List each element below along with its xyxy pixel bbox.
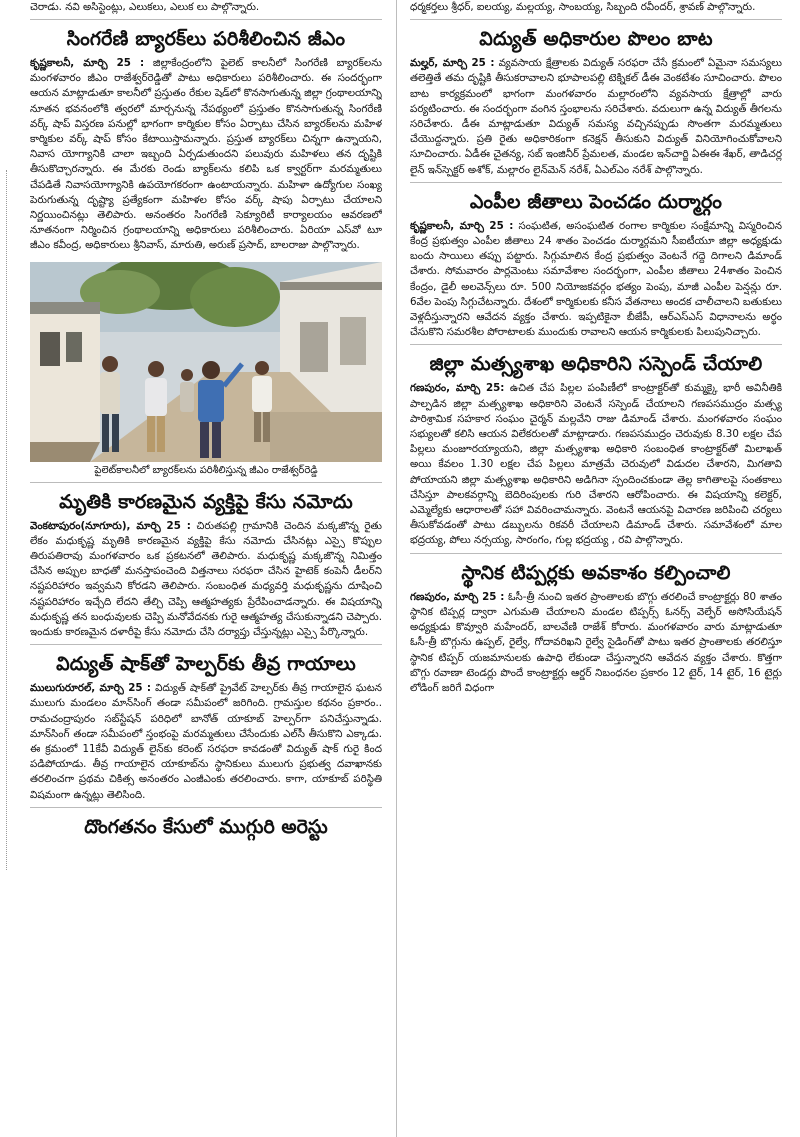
article-body [410, 381, 782, 548]
article-electricity-officials [410, 26, 782, 178]
article-text: వ్యవసాయ క్షేత్రాలకు విద్యుత్ సరఫరా చేసే క్రమంలో ఏమైనా సమస్యలు తలెత్తితే తమ దృష్టికి తీసుకరావాలని భూపాలపల్లి టెక్నికల్ డీఈ వెంకటేశం సూచించారు. పొలం బాట కార్యక్రమంలో భాగంగా మంగళవారం మల్లారంలోని వ్యవసాయ క్షేత్రాల్లో వారు పర్యటించారు. ఈ సందర్భంగా వంగిన స్తంభాలను సరిచేశారు. వదులుగా ఉన్న విద్యుత్ తీగలను సరిచేశారు. డీఈ మాట్లాడుతూ విద్యుత్ సమస్య వచ్చినప్పుడు సొంతగా మరమ్మతులు చేయొద్దన్నారు. ప్రతి రైతు అధికారికంగా కనెక్షన్ తీసుకుని విద్యుత్ వినియోగించుకోవాలని సూచించారు. ఏడీఈ చైతన్య, సబ్ ఇంజినీర్ ప్రేమలత, మండల ఇన్‌చార్జి ఏఈఈ శేఖర్, తాడిచర్ల లైన్ ఇన్‌స్పెక్టర్ అశోక్, మల్లారం లైన్‌మెన్ నరేశ్, ఏఎల్ఎం నరేశ్ పాల్గొన్నారు. [410, 57, 782, 176]
article-body [410, 219, 782, 341]
article-text: ఉచిత చేప పిల్లల పంపిణీలో కాంట్రాక్టర్‌తో కుమ్మక్కై భారీ అవినీతికి పాల్పడిన జిల్లా మత్స్యశాఖ అధికారిని వెంటనే సస్పెండ్ చేయాలని గణపసముద్రం మత్స్య పారిశ్రామిక సహకార సంఘం చైర్మన్ మల్లవేని రాజు డిమాండ్ చేశారు. మంగళవారం సంఘం సభ్యులతో కలిసి ఆయన విలేకరులతో మాట్లాడారు. గణపసముద్రం చెరువుకు 8.30 లక్షల చేప పిల్లలు మంజూరయ్యాయని, జిల్లా మత్స్యశాఖ అధికారి సంబంధిత కాంట్రాక్టర్‌తో మిలాఖత్ అయి కేవలం 1.30 లక్షల చేప పిల్లలు మాత్రమే చెరువులో విడుదల చేశారని, మిగతావి పోయాయని జిల్లా మత్స్యశాఖ అధికారిని అడిగినా స్పందించకుండా తెల్ల కాగితాలపై సంతకాలు చేసిస్తూ పాలకవర్గాన్ని బెదిరింపులకు గురి చేశారని ఆరోపించారు. ఈ విషయాన్ని కలెక్టర్, ఎమ్మెల్యేకు ఆధారాలతో సహా వివరించామన్నారు. వెంటనే ఆయనపై విచారణ జరిపించి చర్యలు తీసుకోవడంతో పాటు డబ్బులను రికవరీ చేయాలని డిమాండ్ చేశారు. సమావేశంలో మాల భద్రయ్య, పోలు నర్సయ్య, సారంగం, గుల్ల భద్రయ్య , రవి పాల్గొన్నారు. [410, 382, 782, 547]
headline: ఎంపీల జీతాలు పెంచడం దుర్మార్గం [469, 190, 723, 213]
headline: విద్యుత్ అధికారుల పొలం బాట [479, 28, 713, 51]
continued-text-top: ధర్మకర్తలు శ్రీధర్, ఐలయ్య, మల్లయ్య, సాంబయ్య, సిబ్బంది రవీందర్, శ్రావణ్ పాల్గొన్నారు. [410, 1, 756, 13]
article-case-registered [30, 489, 382, 641]
article-body [30, 681, 382, 803]
dateline: గణపురం, మార్చి 25 : [410, 590, 505, 603]
article-body [410, 590, 782, 696]
photo-caption: పైలెట్‌కాలనీలో బ్యారక్‌లను పరిశీలిస్తున్న జీఎం రాజేశ్వర్‌రెడ్డి [94, 464, 318, 476]
divider [410, 182, 782, 183]
divider [30, 807, 382, 808]
article-electric-shock [30, 651, 382, 803]
headline: స్థానిక టిప్పర్లకు అవకాశం కల్పించాలి [461, 561, 731, 584]
divider [30, 19, 382, 20]
article-text: సంఘటిత, అసంఘటిత రంగాల కార్మికుల సంక్షేమాన్ని విస్మరించిన కేంద్ర ప్రభుత్వం ఎంపీల జీతాలు 24 శాతం పెంచడం దుర్మార్గమని సీఐటీయూ జిల్లా అధ్యక్షుడు బందు సాయిలు తప్పు పట్టారు. సిగ్గుమాలిన కేంద్ర ప్రభుత్వం వెంటనే గద్దె దిగాలని డిమాండ్ చేశారు. సోమవారం పార్లమెంటు సమావేశాల సందర్భంగా, ఎంపీల జీతాలు 24శాతం పెంచిన కేంద్రం, డైలీ అలవెన్స్‌లు రూ. 500 నియోజకవర్గం భత్యం పెంపు, మాజీ ఎంపీల పెన్షన్లు రూ. 6వేల పెంపు సిగ్గుచేటన్నారు. దేశంలో కార్మికులకు కనీస వేతనాలు అందక చాలీచాలని బతుకులు వెళ్లదీస్తున్నారని ఆవేదన వ్యక్తం చేశారు. ఇప్పటికైనా బీజేపీ, ఆర్ఎస్ఎస్ విధానాలను అర్థం చేసుకొని సమరశీల పోరాటాలకు ముందుకు రావాలని ఆయన కార్మికులకు పిలుపునిచ్చారు. [410, 219, 782, 339]
dateline: కృష్ణకాలనీ, మార్చి 25 : [30, 57, 145, 69]
headline-continued: దొంగతనం కేసులో ముగ్గురి అరెస్టు [84, 815, 328, 838]
article-body [410, 56, 782, 178]
article-text: విద్యుత్ షాక్‌తో ప్రైవేట్ హెల్పర్‌కు తీవ్ర గాయాలైన ఘటన ములుగు మండలం మాన్‌సింగ్ తండా సమీపంలో జరిగింది. గ్రామస్తుల కథనం ప్రకారం.. రామచంద్రాపురం సబ్‌స్టేషన్ పరిధిలో బానోత్ యాకూబ్ హెల్పర్‌గా పనిచేస్తున్నాడు. మాన్‌సింగ్ తండా సమీపంలో స్తంభంపై మరమ్మతులు చేసేందుకు ఎల్‌సీ తీసుకొని ఎక్కాడు. ఈ క్రమంలో 11కేవీ విద్యుత్ లైన్‌కు కరెంట్ సరఫరా కావడంతో విద్యుత్ షాక్ గురై కింద పడిపోయాడు. తీవ్ర గాయాలైన యాకూబ్‌ను స్థానికులు ములుగు ప్రభుత్వ దవాఖానకు తరలించగా ప్రథమ చికిత్స అనంతరం ఎంజీఎంకు తరలించారు. కాగా, యాకూబ్ పరిస్థితి విషమంగా ఉన్నట్లు తెలిసింది. [30, 682, 382, 801]
article-text: ఓసీ-త్రీ నుంచి ఇతర ప్రాంతాలకు బొగ్గు తరలించే కాంట్రాక్టర్లు 80 శాతం స్థానిక టిప్పర్ల ద్వారా ఎగుమతి చేయాలని మండల టిప్పర్స్ ఓనర్స్ వెల్ఫేర్ అసోసియేషన్ అధ్యక్షుడు కొవ్వూరి మహేందర్, బాలవేణి రాజేశ్ కోరారు. మంగళవారం వారు మాట్లాడుతూ ఓసీ-త్రీ బొగ్గును ఉప్పల్, రైల్వే, గోదావరిఖని రైల్వే సైడింగ్‌తో పాటు ఇతర ప్రాంతాలకు తరలిస్తూ స్థానిక టిప్పర్ యజమానులకు ఉపాధి లేకుండా చేస్తున్నారని ఆవేదన వ్యక్తం చేశారు. కొత్తగా బొగ్గు రవాణా టెండర్లు పొందే కాంట్రాక్టర్లు ఆర్డర్ నిబంధనల ప్రకారం 12 టైర్, 14 టైర్, 16 టైర్లు లోడింగ్ జరిగే విధంగా [410, 590, 782, 694]
divider [410, 19, 782, 20]
article-body [30, 56, 382, 254]
article-text: చిరుతపల్లి గ్రామానికి చెందిన మక్కజొన్న రైతు లేకం మధుకృష్ణ మృతికి కారణమైన వ్యక్తిపై కేసు నమోదు చేసినట్లు ఎస్సై కొప్పుల తిరుపతిరావు మంగళవారం ఒక ప్రకటనలో తెలిపారు. మధుకృష్ణ మక్కజొన్న నిమిత్తం చేసిన అప్పుల బాధతో మనస్తాపంచెంది విత్తనాలు సరఫరా చేసిన హైటెక్ కంపెనీ డీలర్‌ని నష్టపరిహారం ఇవ్వమని కోరడని తెలిపారు. సంబంధిత మధ్యవర్తి మధుకృష్ణను దూషించి నష్టపరిహారం ఇచ్చేది లేదని తేల్చి చెప్పి ఆత్మహత్యకు ప్రేరేపించాడన్నారు. ఈ విషయాన్ని మధుకృష్ణ తన బంధువులకు చెప్పి మనోవేదనకు గురై ఆత్మహత్య చేసుకున్నాడని చెప్పారు. ఇందుకు కారణమైన దళారీపై కేసు నమోదు చేసి దర్యాప్తు చేస్తున్నట్లు ఎస్సై పేర్కొన్నారు. [30, 519, 382, 639]
divider [410, 553, 782, 554]
dateline: ములుగురూరల్, మార్చి 25 : [30, 682, 152, 695]
article-singareni-barracks [30, 26, 382, 478]
article-local-tippers [410, 560, 782, 696]
headline: జిల్లా మత్స్యశాఖ అధికారిని సస్పెండ్ చేయాలి [429, 353, 763, 376]
column-divider [396, 0, 397, 1137]
dateline: వెంకటాపురం(నూగూరు), మార్చి 25 : [30, 519, 191, 532]
divider [410, 344, 782, 345]
headline: సింగరేణి బ్యారక్‌లు పరిశీలించిన జీఎం [66, 28, 346, 50]
continued-text-top: చెరాడు. నవి అసిస్టెంట్లు, ఎలుకలు, ఎలుక లు పాల్గొన్నారు. [30, 1, 260, 13]
photo-illustration [30, 262, 382, 462]
divider [30, 482, 382, 483]
headline: విద్యుత్ షాక్‌తో హెల్పర్‌కు తీవ్ర గాయాలు [56, 653, 356, 676]
news-photo [30, 262, 382, 462]
article-fisheries-officer [410, 351, 782, 548]
dateline: కృష్ణకాలనీ, మార్చి 25 : [410, 219, 514, 232]
article-body [30, 519, 382, 641]
divider [30, 644, 382, 645]
page-edge-marks [6, 170, 17, 870]
left-column [30, 0, 382, 1137]
right-column [410, 0, 782, 1137]
dateline: మల్హర్, మార్చి 25 : [410, 57, 495, 70]
article-mp-salaries [410, 189, 782, 341]
headline: మృతికి కారణమైన వ్యక్తిపై కేసు నమోదు [59, 490, 353, 513]
article-text: జిల్లాకేంద్రంలోని పైలెట్ కాలనీలో సింగరేణి బ్యారక్‌లను మంగళవారం జీఎం రాజేశ్వర్‌రెడ్డితో పాటు అధికారులు పరిశీలించారు. ఈ సందర్భంగా ఆయన మాట్లాడుతూ కాలనీలో ప్రస్తుతం రేకుల షెడ్‌లో కొనసాగుతున్న జిల్లా గ్రంథాలయాన్ని నూతన భవనంలోకి త్వరలో మార్చనున్న నేపథ్యంలో ప్రస్తుతం కొనసాగుతున్న సింగరేణి వర్క్ షాప్ విస్తరణ పనుల్లో భాగంగా కార్మికుల కోసం ఏర్పాటు చేసిన బ్యారక్‌లను మహిళ కార్మికుల వర్క్ షాప్ కోసం కేటాయిస్తామన్నారు. ప్రస్తుత బ్యారక్‌లు చిన్నగా ఉన్నాయని, నివాస యోగ్యానికి చాలా ఇబ్బంది ఏర్పడుతుందని పలువురు మహిళలు తన దృష్టికి తీసుకొచ్చారన్నారు. ఈ మేరకు రెండు బ్యాక్‌లను కలిపి ఒక క్వార్టర్‌గా మరమ్మతులు చేపడితే నివాసయోగ్యానికి ఉపయోగకరంగా ఉంటాయన్నారు. మహిళా ఉద్యోగుల సంఖ్య పెరుగుతున్న దృష్ట్యా ప్రత్యేకంగా మహిళల కోసం వర్క్ షాపు ఏర్పాటు చేయాలని నిర్ణయించినట్లు తెలిపారు. అనంతరం సింగరేణి సెక్యూరిటీ కార్యాలయం ఆవరణలో నూతనంగా నిర్మించిన గ్రంథాలయాన్ని అధికారులు పరిశీలించారు. ఏరియా ఎస్‌వో టూ జీఎం కవీంద్ర, అధికారులు శ్రీనివాస్, మారుతి, అరుణ్ ప్రసాద్, బాలరాజు పాల్గొన్నారు. [30, 57, 382, 252]
dateline: గణపురం, మార్చి 25: [410, 382, 505, 395]
